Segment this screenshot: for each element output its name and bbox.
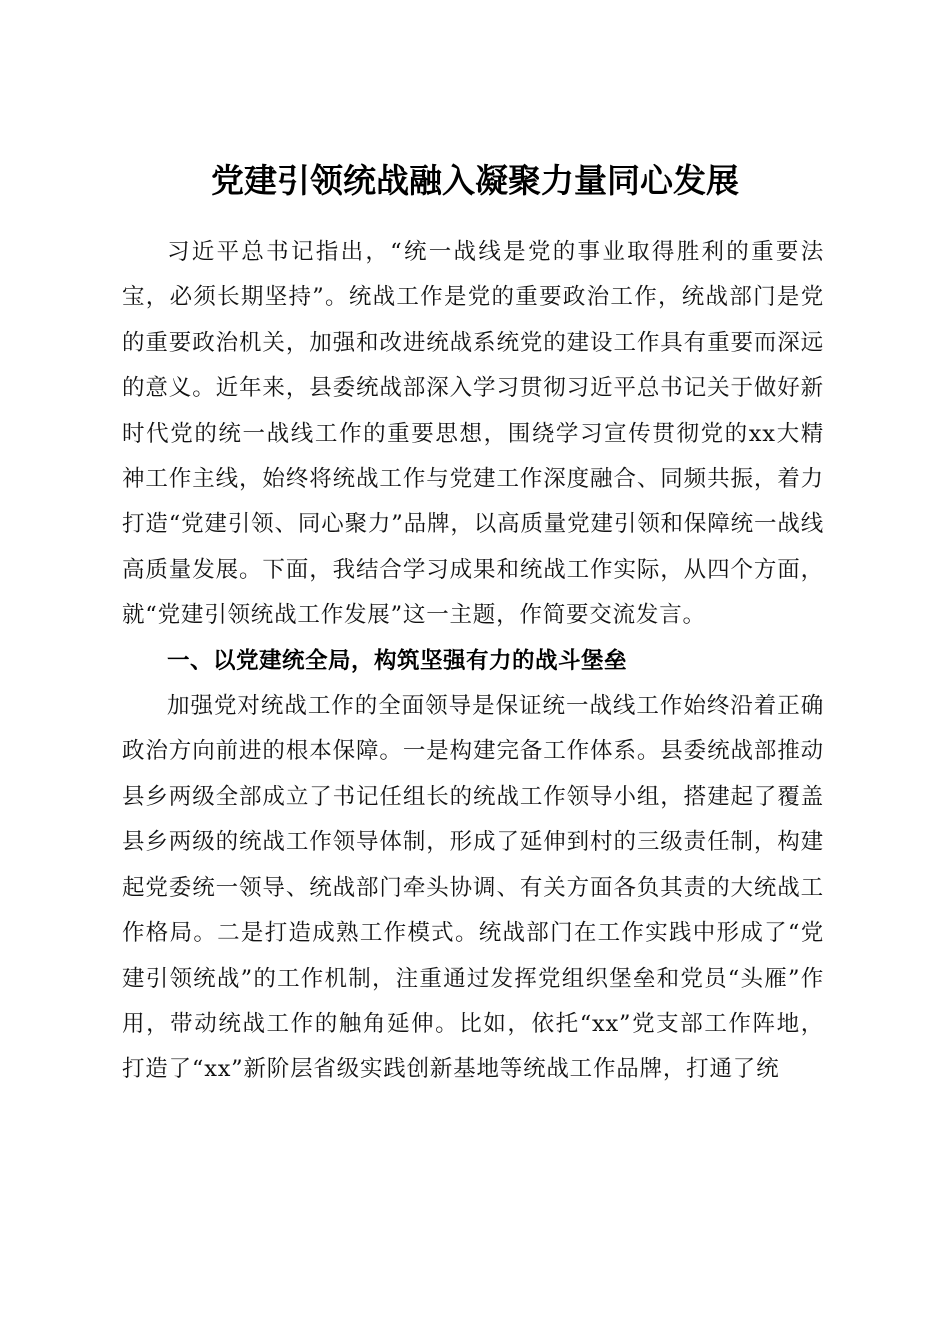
section-1-paragraph: 加强党对统战工作的全面领导是保证统一战线工作始终沿着正确政治方向前进的根本保障。一是构建完备工作体系。县委统战部推动县乡两级全部成立了书记任组长的统战工作领导小组，搭建起了覆盖县乡两级的统战工作领导体制，形成了延伸到村的三级责任制，构建起党委统一领导、统战部门牵头协调、有关方面各负其责的大统战工作格局。二是打造成熟工作模式。统战部门在工作实践中形成了“党建引领统战”的工作机制，注重通过发挥党组织堡垒和党员“头雁”作用，带动统战工作的触角延伸。比如，依托“xx”党支部工作阵地，打造了“xx”新阶层省级实践创新基地等统战工作品牌，打通了统 <box>122 693 824 1083</box>
section-heading-1: 一、以党建统全局，构筑坚强有力的战斗堡垒 <box>167 647 628 674</box>
document-body <box>122 230 824 1093</box>
intro-paragraph: 习近平总书记指出，“统一战线是党的事业取得胜利的重要法宝，必须长期坚持”。统战工作是党的重要政治工作，统战部门是党的重要政治机关，加强和改进统战系统党的建设工作具有重要而深远的意义。近年来，县委统战部深入学习贯彻习近平总书记关于做好新时代党的统一战线工作的重要思想，围绕学习宣传贯彻党的xx大精神工作主线，始终将统战工作与党建工作深度融合、同频共振，着力打造“党建引领、同心聚力”品牌，以高质量党建引领和保障统一战线高质量发展。下面，我结合学习成果和统战工作实际，从四个方面，就“党建引领统战工作发展”这一主题，作简要交流发言。 <box>122 239 824 629</box>
document-title: 党建引领统战融入凝聚力量同心发展 <box>211 161 739 201</box>
